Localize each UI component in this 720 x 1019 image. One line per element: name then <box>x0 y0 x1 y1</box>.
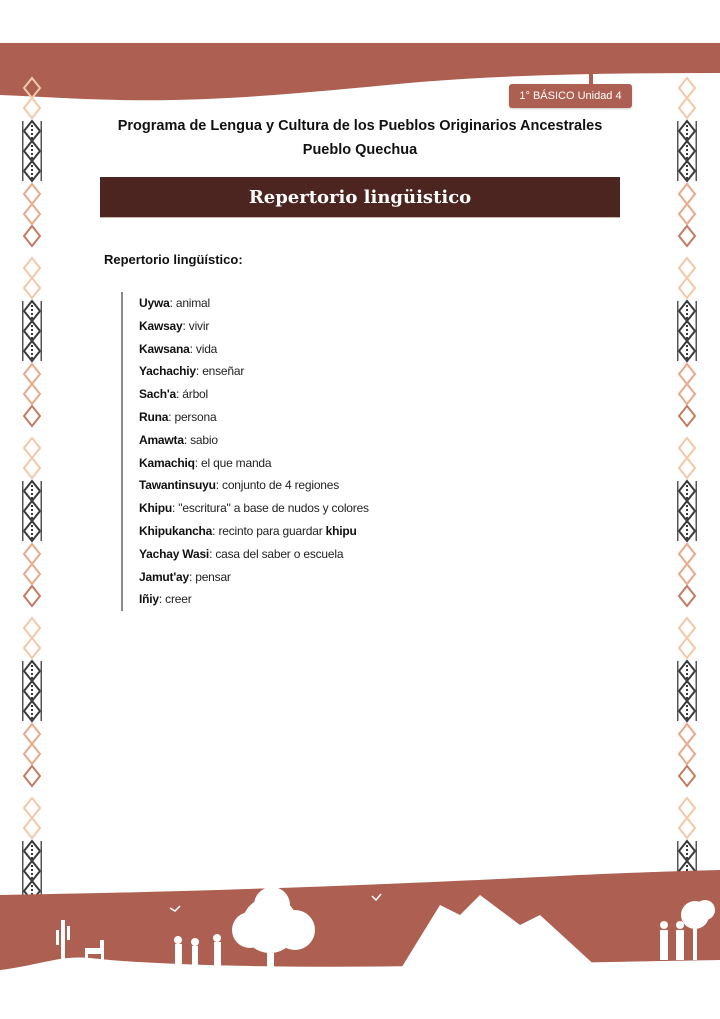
vocab-meaning: el que manda <box>201 455 272 470</box>
vocab-term: Sach'a <box>139 387 177 402</box>
vocab-item <box>139 452 439 475</box>
vocab-term: Yachachiy <box>139 364 196 379</box>
repertoire-subheading: Repertorio lingüístico: <box>104 252 243 267</box>
vocab-separator: : <box>195 364 203 379</box>
vocab-meaning: creer <box>165 592 192 607</box>
vocab-separator: : <box>188 569 196 584</box>
vocab-item <box>139 315 439 338</box>
vocabulary-list <box>121 292 439 611</box>
vocab-separator: : <box>183 432 191 447</box>
vocab-meaning: pensar <box>195 569 231 584</box>
vocab-meaning: vida <box>195 341 218 356</box>
vocab-term: Tawantinsuyu <box>139 478 216 493</box>
vocab-item <box>139 338 439 361</box>
vocab-item <box>139 497 439 520</box>
section-title-bar <box>100 177 620 218</box>
vocab-term: Uywa <box>139 296 170 310</box>
vocab-meaning: "escritura" a base de nudos y colores <box>178 501 369 516</box>
left-woven-pattern-border <box>22 76 42 896</box>
vocab-term: Kawsana <box>139 341 190 356</box>
vocab-separator: : <box>172 501 179 516</box>
vocab-meaning: casa del saber o escuela <box>215 546 344 561</box>
vocab-meaning: sabio <box>190 432 218 447</box>
vocab-separator: : <box>169 296 176 310</box>
vocab-term: Runa <box>139 409 169 424</box>
vocab-separator: : <box>209 546 216 561</box>
vocab-item <box>139 588 439 611</box>
right-woven-pattern-border <box>677 76 697 896</box>
vocab-item <box>139 360 439 383</box>
vocab-item <box>139 383 439 406</box>
vocab-separator: : <box>215 478 223 493</box>
vocab-separator: : <box>189 341 196 356</box>
vocab-separator: : <box>212 523 219 538</box>
vocab-meaning: animal <box>175 296 210 310</box>
vocab-meaning: enseñar <box>202 364 245 379</box>
vocab-meaning: recinto para guardar <box>218 523 326 538</box>
vocab-item <box>139 474 439 497</box>
program-title: Programa de Lengua y Cultura de los Pueblos Originarios Ancestrales <box>117 118 603 134</box>
vocab-meaning: árbol <box>182 387 208 402</box>
people-title: Pueblo Quechua <box>302 142 418 158</box>
vocab-meaning-emphasis: khipu <box>325 523 357 538</box>
vocab-term: Amawta <box>139 432 184 447</box>
vocab-separator: : <box>168 409 175 424</box>
vocab-item <box>139 292 439 315</box>
vocab-item <box>139 429 439 452</box>
vocab-term: Kamachiq <box>139 455 195 470</box>
vocab-item <box>139 520 439 543</box>
vocab-item <box>139 406 439 429</box>
section-title: Repertorio lingüistico <box>248 186 472 208</box>
vocab-term: Jamut'ay <box>139 569 189 584</box>
vocab-separator: : <box>194 455 202 470</box>
vocab-term: Khipukancha <box>139 523 213 538</box>
vocab-separator: : <box>176 387 183 402</box>
vocab-item <box>139 543 439 566</box>
footer-andean-landscape-band <box>0 870 720 980</box>
vocab-separator: : <box>158 592 166 607</box>
vocab-separator: : <box>182 318 189 333</box>
vocab-term: Kawsay <box>139 318 183 333</box>
vocab-term: Iñiy <box>139 592 159 607</box>
vocab-item <box>139 566 439 589</box>
vocab-meaning: vivir <box>188 318 210 333</box>
vocab-term: Yachay Wasi <box>139 546 210 561</box>
vocab-meaning: persona <box>174 409 217 424</box>
grade-unit-badge: 1° BÁSICO Unidad 4 <box>509 84 632 108</box>
vocab-meaning: conjunto de 4 regiones <box>222 478 340 493</box>
vocab-term: Khipu <box>139 501 172 516</box>
